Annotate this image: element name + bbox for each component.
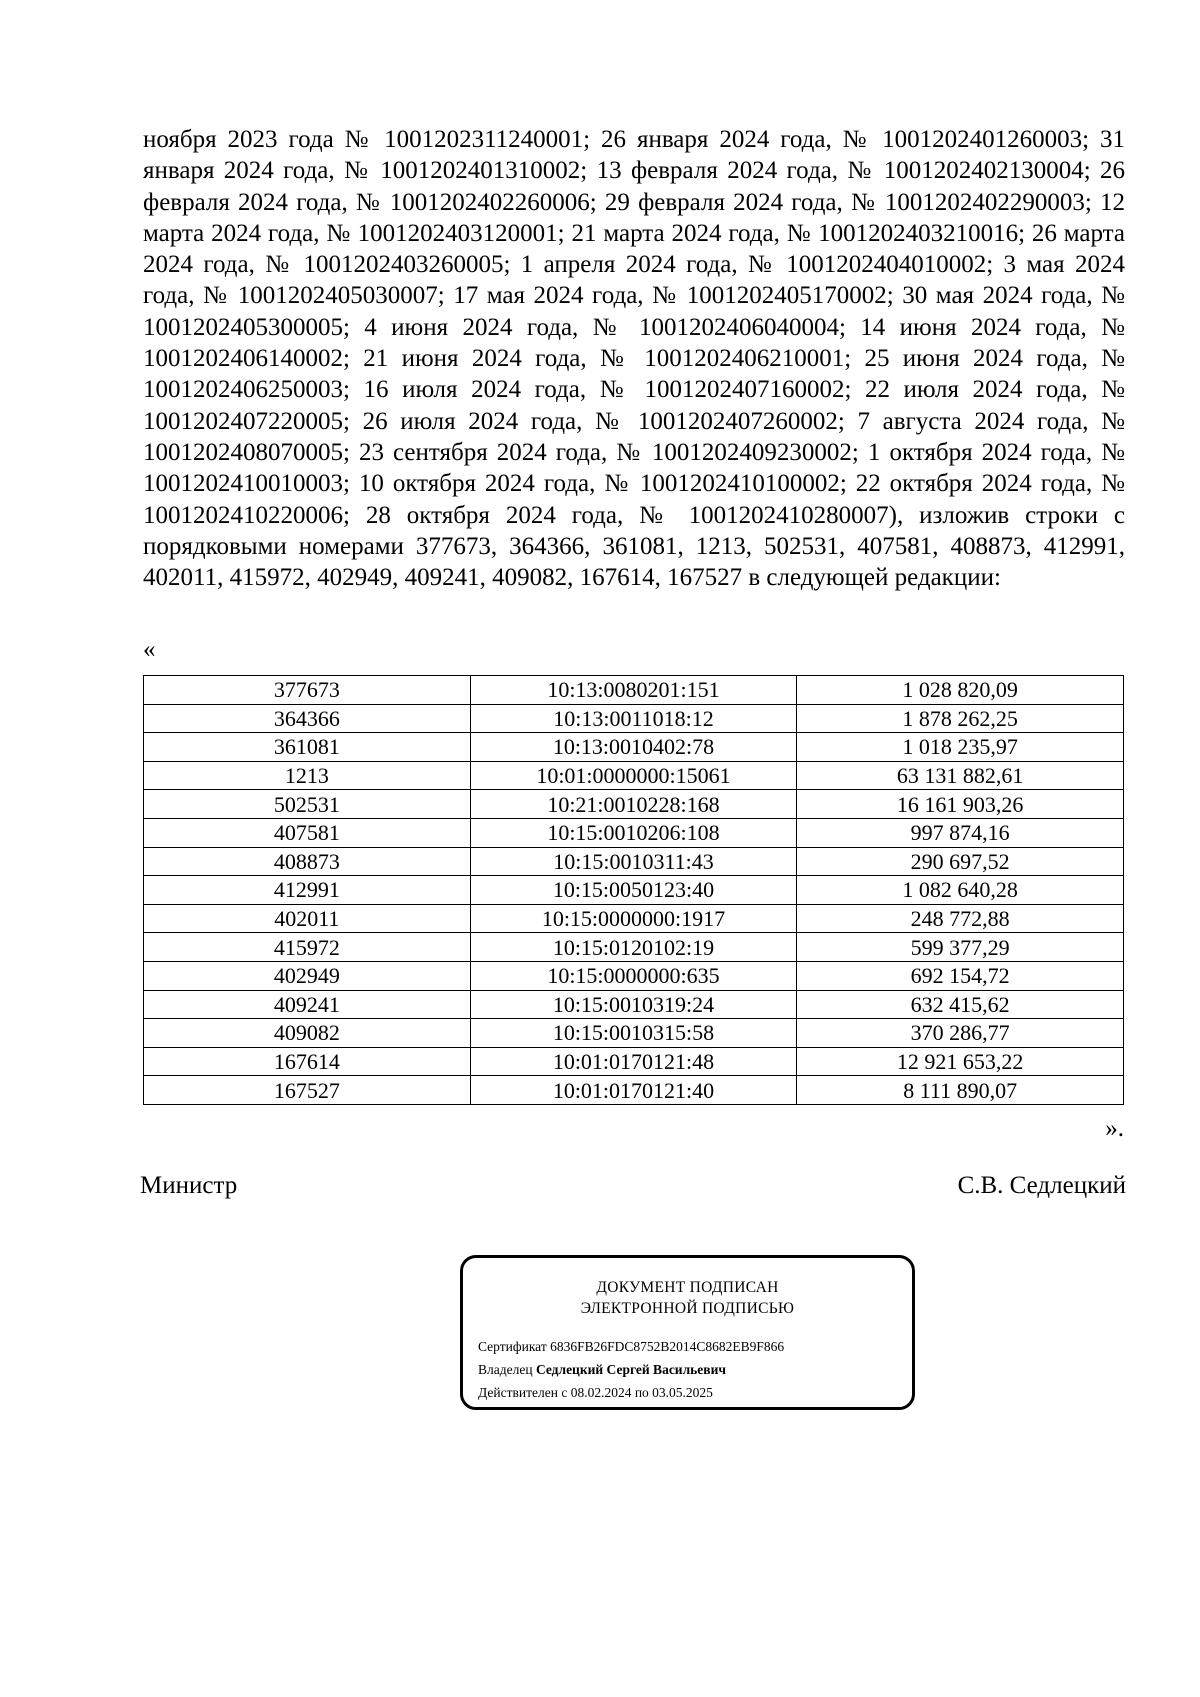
row-number-cell: 361081 bbox=[144, 733, 471, 762]
value-cell: 997 874,16 bbox=[797, 818, 1124, 847]
certificate-value: 6836FB26FDC8752B2014C8682EB9F866 bbox=[550, 1339, 785, 1354]
value-cell: 63 131 882,61 bbox=[797, 761, 1124, 790]
cadastral-number-cell: 10:13:0010402:78 bbox=[470, 733, 797, 762]
table-row bbox=[144, 961, 1124, 990]
table-body bbox=[144, 676, 1124, 1105]
cadastral-number-cell: 10:01:0170121:48 bbox=[470, 1047, 797, 1076]
table-row bbox=[144, 818, 1124, 847]
row-number-cell: 408873 bbox=[144, 847, 471, 876]
row-number-cell: 377673 bbox=[144, 676, 471, 705]
value-cell: 8 111 890,07 bbox=[797, 1076, 1124, 1105]
signature-row bbox=[140, 1172, 1126, 1200]
stamp-details bbox=[463, 1335, 912, 1404]
parcel-value-table bbox=[143, 675, 1124, 1105]
valid-from-label: с bbox=[561, 1385, 568, 1400]
valid-label: Действителен bbox=[478, 1385, 558, 1400]
row-number-cell: 412991 bbox=[144, 876, 471, 905]
table-row bbox=[144, 933, 1124, 962]
value-cell: 599 377,29 bbox=[797, 933, 1124, 962]
body-paragraph: ноября 2023 года № 1001202311240001; 26 января 2024 года, № 1001202401260003; 31 января 2024 года, № 1001202401310002; 13 февраля 2024 года, № 1001202402130004; 26 февраля 2024 года, № 1001202402260006; 29 февраля 2024 года, № 1001202402290003; 12 марта 2024 года, № 1001202403120001; 21 марта 2024 года, № 1001202403210016; 26 марта 2024 года, № 1001202403260005; 1 апреля 2024 года, № 1001202404010002; 3 мая 2024 года, № 1001202405030007; 17 мая 2024 года, № 1001202405170002; 30 мая 2024 года, № 1001202405300005; 4 июня 2024 года, № 1001202406040004; 14 июня 2024 года, № 1001202406140002; 21 июня 2024 года, № 1001202406210001; 25 июня 2024 года, № 1001202406250003; 16 июля 2024 года, № 1001202407160002; 22 июля 2024 года, № 1001202407220005; 26 июля 2024 года, № 1001202407260002; 7 августа 2024 года, № 1001202408070005; 23 сентября 2024 года, № 1001202409230002; 1 октября 2024 года, № 1001202410010003; 10 октября 2024 года, № 1001202410100002; 22 октября 2024 года, № 1001202410220006; 28 октября 2024 года, № 1001202410280007), изложив строки с порядковыми номерами 377673, 364366, 361081, 1213, 502531, 407581, 408873, 412991, 402011, 415972, 402949, 409241, 409082, 167614, 167527 в следующей редакции: bbox=[143, 126, 1125, 592]
signatory-position: Министр bbox=[140, 1172, 238, 1199]
cadastral-number-cell: 10:15:0000000:1917 bbox=[470, 904, 797, 933]
value-cell: 248 772,88 bbox=[797, 904, 1124, 933]
stamp-heading-line2: ЭЛЕКТРОННОЙ ПОДПИСЬЮ bbox=[580, 1300, 795, 1317]
row-number-cell: 364366 bbox=[144, 704, 471, 733]
signatory-name: С.В. Седлецкий bbox=[957, 1172, 1126, 1199]
row-number-cell: 502531 bbox=[144, 790, 471, 819]
table-row bbox=[144, 704, 1124, 733]
row-number-cell: 167527 bbox=[144, 1076, 471, 1105]
stamp-heading bbox=[463, 1277, 912, 1319]
table-row bbox=[144, 790, 1124, 819]
table-row bbox=[144, 1019, 1124, 1048]
row-number-cell: 415972 bbox=[144, 933, 471, 962]
table-row bbox=[144, 761, 1124, 790]
value-cell: 1 028 820,09 bbox=[797, 676, 1124, 705]
cadastral-number-cell: 10:13:0011018:12 bbox=[470, 704, 797, 733]
cadastral-number-cell: 10:15:0010315:58 bbox=[470, 1019, 797, 1048]
row-number-cell: 1213 bbox=[144, 761, 471, 790]
cadastral-number-cell: 10:15:0050123:40 bbox=[470, 876, 797, 905]
value-cell: 12 921 653,22 bbox=[797, 1047, 1124, 1076]
table-row bbox=[144, 876, 1124, 905]
table-row bbox=[144, 904, 1124, 933]
table-row bbox=[144, 733, 1124, 762]
table-row bbox=[144, 990, 1124, 1019]
row-number-cell: 402949 bbox=[144, 961, 471, 990]
stamp-heading-line1: ДОКУМЕНТ ПОДПИСАН bbox=[596, 1279, 779, 1296]
value-cell: 16 161 903,26 bbox=[797, 790, 1124, 819]
value-cell: 1 018 235,97 bbox=[797, 733, 1124, 762]
table-row bbox=[144, 1076, 1124, 1105]
cadastral-number-cell: 10:21:0010228:168 bbox=[470, 790, 797, 819]
row-number-cell: 409241 bbox=[144, 990, 471, 1019]
stamp-owner-line bbox=[478, 1358, 912, 1381]
stamp-certificate-line bbox=[478, 1335, 912, 1358]
closing-quote: ». bbox=[1105, 1115, 1124, 1142]
stamp-validity-line bbox=[478, 1381, 912, 1404]
row-number-cell: 167614 bbox=[144, 1047, 471, 1076]
table-row bbox=[144, 676, 1124, 705]
value-cell: 692 154,72 bbox=[797, 961, 1124, 990]
cadastral-number-cell: 10:15:0000000:635 bbox=[470, 961, 797, 990]
value-cell: 1 082 640,28 bbox=[797, 876, 1124, 905]
owner-label: Владелец bbox=[478, 1362, 533, 1377]
valid-from: 08.02.2024 bbox=[570, 1385, 632, 1400]
electronic-signature-stamp bbox=[460, 1255, 915, 1410]
cadastral-number-cell: 10:15:0120102:19 bbox=[470, 933, 797, 962]
row-number-cell: 402011 bbox=[144, 904, 471, 933]
row-number-cell: 407581 bbox=[144, 818, 471, 847]
table-row bbox=[144, 847, 1124, 876]
cadastral-number-cell: 10:15:0010206:108 bbox=[470, 818, 797, 847]
certificate-label: Сертификат bbox=[478, 1339, 547, 1354]
table-row bbox=[144, 1047, 1124, 1076]
value-cell: 370 286,77 bbox=[797, 1019, 1124, 1048]
cadastral-number-cell: 10:01:0170121:40 bbox=[470, 1076, 797, 1105]
value-cell: 290 697,52 bbox=[797, 847, 1124, 876]
owner-value: Седлецкий Сергей Васильевич bbox=[535, 1362, 726, 1377]
cadastral-number-cell: 10:15:0010311:43 bbox=[470, 847, 797, 876]
value-cell: 632 415,62 bbox=[797, 990, 1124, 1019]
opening-quote: « bbox=[143, 636, 156, 663]
cadastral-number-cell: 10:01:0000000:15061 bbox=[470, 761, 797, 790]
valid-to: 03.05.2025 bbox=[652, 1385, 713, 1400]
cadastral-number-cell: 10:15:0010319:24 bbox=[470, 990, 797, 1019]
row-number-cell: 409082 bbox=[144, 1019, 471, 1048]
cadastral-number-cell: 10:13:0080201:151 bbox=[470, 676, 797, 705]
valid-to-label: по bbox=[634, 1385, 649, 1400]
value-cell: 1 878 262,25 bbox=[797, 704, 1124, 733]
